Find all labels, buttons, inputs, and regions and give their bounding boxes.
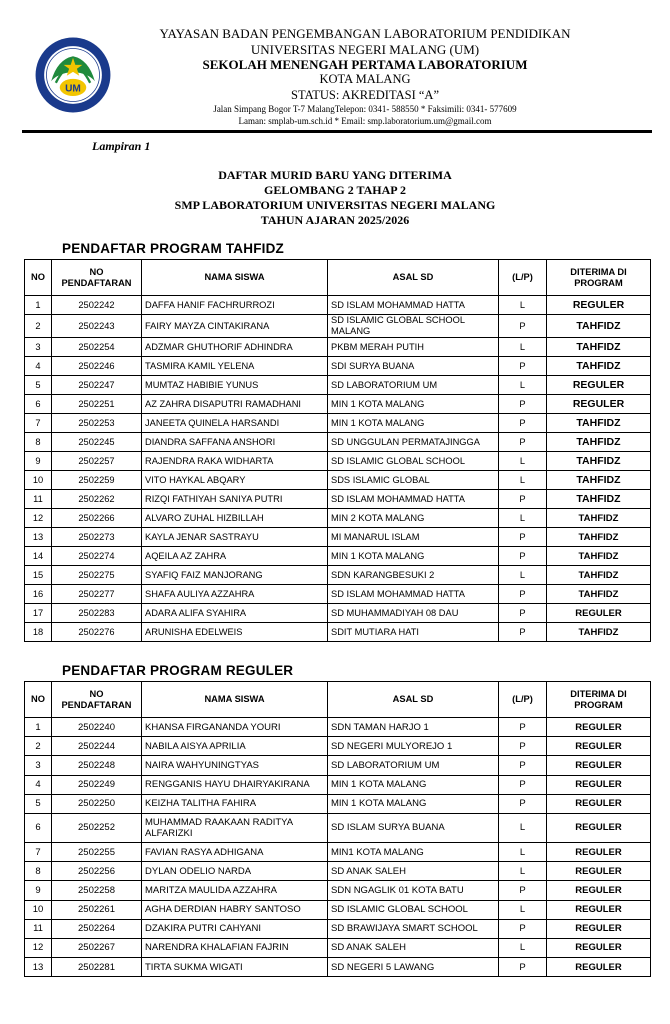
table-row bbox=[25, 862, 651, 881]
cell-school: SDS ISLAMIC GLOBAL bbox=[328, 471, 499, 490]
cell-name: RIZQI FATHIYAH SANIYA PUTRI bbox=[142, 490, 328, 509]
column-header-registration: NO PENDAFTARAN bbox=[52, 260, 142, 296]
cell-program: TAHFIDZ bbox=[547, 490, 651, 509]
cell-program: TAHFIDZ bbox=[547, 452, 651, 471]
cell-name: DYLAN ODELIO NARDA bbox=[142, 862, 328, 881]
cell-school: SD MUHAMMADIYAH 08 DAU bbox=[328, 604, 499, 623]
cell-program: REGULER bbox=[547, 862, 651, 881]
cell-gender: P bbox=[499, 775, 547, 794]
cell-registration: 2502264 bbox=[52, 919, 142, 938]
cell-gender: P bbox=[499, 737, 547, 756]
cell-no: 10 bbox=[25, 471, 52, 490]
school-address: Jalan Simpang Bogor T-7 MalangTelepon: 0341- 588550 * Faksimili: 0341- 577609 bbox=[213, 104, 517, 114]
title-line-4: TAHUN AJARAN 2025/2026 bbox=[260, 213, 410, 227]
table-row bbox=[25, 414, 651, 433]
column-header-no: NO bbox=[25, 260, 52, 296]
cell-no: 8 bbox=[25, 862, 52, 881]
table-row bbox=[25, 566, 651, 585]
cell-name: TIRTA SUKMA WIGATI bbox=[142, 958, 328, 977]
table-row bbox=[25, 585, 651, 604]
table-row bbox=[25, 794, 651, 813]
cell-school: SD NEGERI 5 LAWANG bbox=[328, 958, 499, 977]
tahfidz-table bbox=[24, 259, 651, 642]
cell-program: REGULER bbox=[547, 938, 651, 957]
table-row bbox=[25, 376, 651, 395]
cell-school: SD ISLAM MOHAMMAD HATTA bbox=[328, 296, 499, 315]
cell-registration: 2502283 bbox=[52, 604, 142, 623]
cell-no: 4 bbox=[25, 775, 52, 794]
school-name: SEKOLAH MENENGAH PERTAMA LABORATORIUM bbox=[202, 57, 528, 72]
cell-school: SDN KARANGBESUKI 2 bbox=[328, 566, 499, 585]
cell-school: MIN 1 KOTA MALANG bbox=[328, 547, 499, 566]
cell-school: MI MANARUL ISLAM bbox=[328, 528, 499, 547]
letterhead-text bbox=[110, 26, 620, 127]
cell-name: SHAFA AULIYA AZZAHRA bbox=[142, 585, 328, 604]
column-header-name: NAMA SISWA bbox=[142, 682, 328, 718]
table-row bbox=[25, 919, 651, 938]
cell-program: REGULER bbox=[547, 775, 651, 794]
cell-school: SD ANAK SALEH bbox=[328, 938, 499, 957]
cell-school: MIN 1 KOTA MALANG bbox=[328, 414, 499, 433]
table-row bbox=[25, 718, 651, 737]
cell-name: ALVARO ZUHAL HIZBILLAH bbox=[142, 509, 328, 528]
cell-school: SDI SURYA BUANA bbox=[328, 357, 499, 376]
cell-school: SD ISLAMIC GLOBAL SCHOOL bbox=[328, 452, 499, 471]
cell-name: MUMTAZ HABIBIE YUNUS bbox=[142, 376, 328, 395]
cell-name: ARUNISHA EDELWEIS bbox=[142, 623, 328, 642]
cell-registration: 2502245 bbox=[52, 433, 142, 452]
cell-program: REGULER bbox=[547, 794, 651, 813]
table-row bbox=[25, 357, 651, 376]
table-header-row bbox=[25, 682, 651, 718]
cell-program: REGULER bbox=[547, 395, 651, 414]
accreditation-status: STATUS: AKREDITASI “A” bbox=[291, 88, 439, 102]
cell-gender: P bbox=[499, 919, 547, 938]
cell-registration: 2502256 bbox=[52, 862, 142, 881]
cell-program: TAHFIDZ bbox=[547, 566, 651, 585]
table-row bbox=[25, 433, 651, 452]
school-logo-icon bbox=[34, 36, 112, 114]
cell-no: 2 bbox=[25, 315, 52, 338]
cell-registration: 2502243 bbox=[52, 315, 142, 338]
letterhead bbox=[0, 0, 670, 135]
cell-no: 3 bbox=[25, 756, 52, 775]
table-row bbox=[25, 395, 651, 414]
table-row bbox=[25, 737, 651, 756]
cell-no: 9 bbox=[25, 452, 52, 471]
cell-gender: L bbox=[499, 813, 547, 842]
cell-registration: 2502244 bbox=[52, 737, 142, 756]
column-header-school: ASAL SD bbox=[328, 682, 499, 718]
cell-gender: P bbox=[499, 604, 547, 623]
cell-program: REGULER bbox=[547, 813, 651, 842]
cell-program: REGULER bbox=[547, 718, 651, 737]
cell-no: 10 bbox=[25, 900, 52, 919]
cell-name: NARENDRA KHALAFIAN FAJRIN bbox=[142, 938, 328, 957]
table-row bbox=[25, 623, 651, 642]
table-row bbox=[25, 813, 651, 842]
cell-name: SYAFIQ FAIZ MANJORANG bbox=[142, 566, 328, 585]
cell-program: REGULER bbox=[547, 737, 651, 756]
cell-name: MUHAMMAD RAAKAAN RADITYA ALFARIZKI bbox=[142, 813, 328, 842]
cell-registration: 2502252 bbox=[52, 813, 142, 842]
cell-no: 13 bbox=[25, 528, 52, 547]
cell-name: DZAKIRA PUTRI CAHYANI bbox=[142, 919, 328, 938]
cell-no: 18 bbox=[25, 623, 52, 642]
cell-name: ADZMAR GHUTHORIF ADHINDRA bbox=[142, 338, 328, 357]
cell-registration: 2502274 bbox=[52, 547, 142, 566]
cell-no: 11 bbox=[25, 490, 52, 509]
cell-gender: L bbox=[499, 376, 547, 395]
cell-school: SD BRAWIJAYA SMART SCHOOL bbox=[328, 919, 499, 938]
column-header-name: NAMA SISWA bbox=[142, 260, 328, 296]
cell-gender: P bbox=[499, 395, 547, 414]
cell-registration: 2502259 bbox=[52, 471, 142, 490]
cell-name: FAVIAN RASYA ADHIGANA bbox=[142, 842, 328, 861]
cell-gender: P bbox=[499, 433, 547, 452]
cell-name: ADARA ALIFA SYAHIRA bbox=[142, 604, 328, 623]
cell-school: SD UNGGULAN PERMATAJINGGA bbox=[328, 433, 499, 452]
cell-program: TAHFIDZ bbox=[547, 471, 651, 490]
cell-registration: 2502275 bbox=[52, 566, 142, 585]
cell-name: VITO HAYKAL ABQARY bbox=[142, 471, 328, 490]
cell-program: TAHFIDZ bbox=[547, 433, 651, 452]
cell-no: 1 bbox=[25, 718, 52, 737]
cell-gender: P bbox=[499, 881, 547, 900]
cell-name: NABILA AISYA APRILIA bbox=[142, 737, 328, 756]
cell-name: KHANSA FIRGANANDA YOURI bbox=[142, 718, 328, 737]
cell-program: TAHFIDZ bbox=[547, 414, 651, 433]
table-row bbox=[25, 490, 651, 509]
cell-no: 6 bbox=[25, 813, 52, 842]
cell-registration: 2502267 bbox=[52, 938, 142, 957]
cell-school: MIN1 KOTA MALANG bbox=[328, 842, 499, 861]
cell-name: KEIZHA TALITHA FAHIRA bbox=[142, 794, 328, 813]
cell-gender: P bbox=[499, 756, 547, 775]
cell-name: DIANDRA SAFFANA ANSHORI bbox=[142, 433, 328, 452]
cell-school: SD ISLAM SURYA BUANA bbox=[328, 813, 499, 842]
document-title bbox=[0, 168, 670, 228]
cell-program: TAHFIDZ bbox=[547, 585, 651, 604]
column-header-program: DITERIMA DI PROGRAM bbox=[547, 260, 651, 296]
foundation-name: YAYASAN BADAN PENGEMBANGAN LABORATORIUM PENDIDIKAN bbox=[159, 26, 571, 41]
cell-gender: L bbox=[499, 452, 547, 471]
cell-gender: L bbox=[499, 566, 547, 585]
table-row bbox=[25, 528, 651, 547]
logo-text: UM bbox=[65, 83, 81, 95]
cell-gender: P bbox=[499, 794, 547, 813]
cell-gender: P bbox=[499, 547, 547, 566]
section-title-tahfidz: PENDAFTAR PROGRAM TAHFIDZ bbox=[62, 241, 284, 256]
cell-school: MIN 1 KOTA MALANG bbox=[328, 395, 499, 414]
cell-school: SD ANAK SALEH bbox=[328, 862, 499, 881]
cell-gender: P bbox=[499, 490, 547, 509]
cell-school: SDN NGAGLIK 01 KOTA BATU bbox=[328, 881, 499, 900]
cell-gender: L bbox=[499, 296, 547, 315]
cell-registration: 2502250 bbox=[52, 794, 142, 813]
cell-program: TAHFIDZ bbox=[547, 315, 651, 338]
cell-program: TAHFIDZ bbox=[547, 623, 651, 642]
cell-school: SDIT MUTIARA HATI bbox=[328, 623, 499, 642]
letterhead-divider bbox=[22, 130, 652, 133]
cell-name: AZ ZAHRA DISAPUTRI RAMADHANI bbox=[142, 395, 328, 414]
cell-no: 11 bbox=[25, 919, 52, 938]
column-header-gender: (L/P) bbox=[499, 260, 547, 296]
table-row bbox=[25, 881, 651, 900]
cell-program: REGULER bbox=[547, 376, 651, 395]
table-row bbox=[25, 471, 651, 490]
cell-name: RAJENDRA RAKA WIDHARTA bbox=[142, 452, 328, 471]
table-row bbox=[25, 842, 651, 861]
cell-school: SDN TAMAN HARJO 1 bbox=[328, 718, 499, 737]
cell-school: SD ISLAMIC GLOBAL SCHOOL MALANG bbox=[328, 315, 499, 338]
cell-program: REGULER bbox=[547, 296, 651, 315]
table-row bbox=[25, 452, 651, 471]
cell-no: 16 bbox=[25, 585, 52, 604]
cell-program: REGULER bbox=[547, 900, 651, 919]
cell-program: TAHFIDZ bbox=[547, 528, 651, 547]
cell-no: 6 bbox=[25, 395, 52, 414]
title-line-3: SMP LABORATORIUM UNIVERSITAS NEGERI MALANG bbox=[174, 198, 496, 212]
cell-registration: 2502266 bbox=[52, 509, 142, 528]
cell-no: 3 bbox=[25, 338, 52, 357]
cell-program: TAHFIDZ bbox=[547, 547, 651, 566]
cell-program: REGULER bbox=[547, 958, 651, 977]
cell-school: SD LABORATORIUM UM bbox=[328, 756, 499, 775]
cell-registration: 2502255 bbox=[52, 842, 142, 861]
cell-no: 17 bbox=[25, 604, 52, 623]
cell-gender: L bbox=[499, 338, 547, 357]
university-name: UNIVERSITAS NEGERI MALANG (UM) bbox=[250, 42, 480, 57]
cell-program: REGULER bbox=[547, 756, 651, 775]
cell-gender: P bbox=[499, 315, 547, 338]
cell-program: REGULER bbox=[547, 919, 651, 938]
cell-registration: 2502240 bbox=[52, 718, 142, 737]
cell-gender: P bbox=[499, 585, 547, 604]
cell-gender: L bbox=[499, 938, 547, 957]
cell-no: 5 bbox=[25, 376, 52, 395]
cell-program: REGULER bbox=[547, 881, 651, 900]
cell-no: 7 bbox=[25, 842, 52, 861]
cell-gender: L bbox=[499, 862, 547, 881]
cell-name: RENGGANIS HAYU DHAIRYAKIRANA bbox=[142, 775, 328, 794]
school-contact: Laman: smplab-um.sch.id * Email: smp.laboratorium.um@gmail.com bbox=[238, 116, 492, 126]
table-row bbox=[25, 509, 651, 528]
column-header-gender: (L/P) bbox=[499, 682, 547, 718]
cell-registration: 2502276 bbox=[52, 623, 142, 642]
cell-registration: 2502246 bbox=[52, 357, 142, 376]
table-row bbox=[25, 938, 651, 957]
cell-school: SD ISLAM MOHAMMAD HATTA bbox=[328, 585, 499, 604]
cell-gender: P bbox=[499, 357, 547, 376]
cell-gender: L bbox=[499, 471, 547, 490]
cell-school: SD NEGERI MULYOREJO 1 bbox=[328, 737, 499, 756]
cell-no: 14 bbox=[25, 547, 52, 566]
cell-no: 12 bbox=[25, 509, 52, 528]
cell-school: SD ISLAM MOHAMMAD HATTA bbox=[328, 490, 499, 509]
table-row bbox=[25, 547, 651, 566]
cell-no: 1 bbox=[25, 296, 52, 315]
cell-name: NAIRA WAHYUNINGTYAS bbox=[142, 756, 328, 775]
cell-no: 12 bbox=[25, 938, 52, 957]
cell-no: 7 bbox=[25, 414, 52, 433]
cell-gender: L bbox=[499, 842, 547, 861]
cell-registration: 2502248 bbox=[52, 756, 142, 775]
cell-gender: P bbox=[499, 528, 547, 547]
table-row bbox=[25, 604, 651, 623]
cell-registration: 2502262 bbox=[52, 490, 142, 509]
cell-gender: P bbox=[499, 414, 547, 433]
cell-gender: L bbox=[499, 900, 547, 919]
title-line-1: DAFTAR MURID BARU YANG DITERIMA bbox=[218, 168, 452, 182]
cell-no: 4 bbox=[25, 357, 52, 376]
table-row bbox=[25, 775, 651, 794]
column-header-no: NO bbox=[25, 682, 52, 718]
cell-registration: 2502251 bbox=[52, 395, 142, 414]
cell-no: 8 bbox=[25, 433, 52, 452]
cell-no: 2 bbox=[25, 737, 52, 756]
table-row bbox=[25, 900, 651, 919]
cell-program: REGULER bbox=[547, 604, 651, 623]
column-header-school: ASAL SD bbox=[328, 260, 499, 296]
cell-school: PKBM MERAH PUTIH bbox=[328, 338, 499, 357]
attachment-label: Lampiran 1 bbox=[92, 139, 151, 153]
cell-name: DAFFA HANIF FACHRURROZI bbox=[142, 296, 328, 315]
cell-program: TAHFIDZ bbox=[547, 338, 651, 357]
cell-registration: 2502281 bbox=[52, 958, 142, 977]
cell-name: AGHA DERDIAN HABRY SANTOSO bbox=[142, 900, 328, 919]
cell-gender: L bbox=[499, 509, 547, 528]
cell-no: 15 bbox=[25, 566, 52, 585]
table-row bbox=[25, 296, 651, 315]
cell-name: FAIRY MAYZA CINTAKIRANA bbox=[142, 315, 328, 338]
table-row bbox=[25, 315, 651, 338]
cell-registration: 2502257 bbox=[52, 452, 142, 471]
cell-gender: P bbox=[499, 718, 547, 737]
cell-registration: 2502277 bbox=[52, 585, 142, 604]
cell-registration: 2502247 bbox=[52, 376, 142, 395]
title-line-2: GELOMBANG 2 TAHAP 2 bbox=[264, 183, 406, 197]
cell-no: 9 bbox=[25, 881, 52, 900]
cell-gender: P bbox=[499, 623, 547, 642]
city-name: KOTA MALANG bbox=[319, 72, 411, 86]
cell-school: SD LABORATORIUM UM bbox=[328, 376, 499, 395]
cell-registration: 2502261 bbox=[52, 900, 142, 919]
table-row bbox=[25, 958, 651, 977]
cell-registration: 2502249 bbox=[52, 775, 142, 794]
column-header-registration: NO PENDAFTARAN bbox=[52, 682, 142, 718]
cell-registration: 2502258 bbox=[52, 881, 142, 900]
cell-program: TAHFIDZ bbox=[547, 357, 651, 376]
cell-no: 13 bbox=[25, 958, 52, 977]
reguler-table bbox=[24, 681, 651, 977]
cell-name: AQEILA AZ ZAHRA bbox=[142, 547, 328, 566]
cell-school: SD ISLAMIC GLOBAL SCHOOL bbox=[328, 900, 499, 919]
table-header-row bbox=[25, 260, 651, 296]
column-header-program: DITERIMA DI PROGRAM bbox=[547, 682, 651, 718]
cell-school: MIN 1 KOTA MALANG bbox=[328, 794, 499, 813]
cell-registration: 2502253 bbox=[52, 414, 142, 433]
cell-name: TASMIRA KAMIL YELENA bbox=[142, 357, 328, 376]
cell-name: KAYLA JENAR SASTRAYU bbox=[142, 528, 328, 547]
cell-registration: 2502254 bbox=[52, 338, 142, 357]
cell-registration: 2502273 bbox=[52, 528, 142, 547]
cell-no: 5 bbox=[25, 794, 52, 813]
table-row bbox=[25, 338, 651, 357]
cell-program: TAHFIDZ bbox=[547, 509, 651, 528]
cell-registration: 2502242 bbox=[52, 296, 142, 315]
section-title-reguler: PENDAFTAR PROGRAM REGULER bbox=[62, 663, 294, 678]
cell-school: MIN 2 KOTA MALANG bbox=[328, 509, 499, 528]
cell-name: JANEETA QUINELA HARSANDI bbox=[142, 414, 328, 433]
cell-name: MARITZA MAULIDA AZZAHRA bbox=[142, 881, 328, 900]
table-row bbox=[25, 756, 651, 775]
cell-school: MIN 1 KOTA MALANG bbox=[328, 775, 499, 794]
cell-gender: P bbox=[499, 958, 547, 977]
cell-program: REGULER bbox=[547, 842, 651, 861]
